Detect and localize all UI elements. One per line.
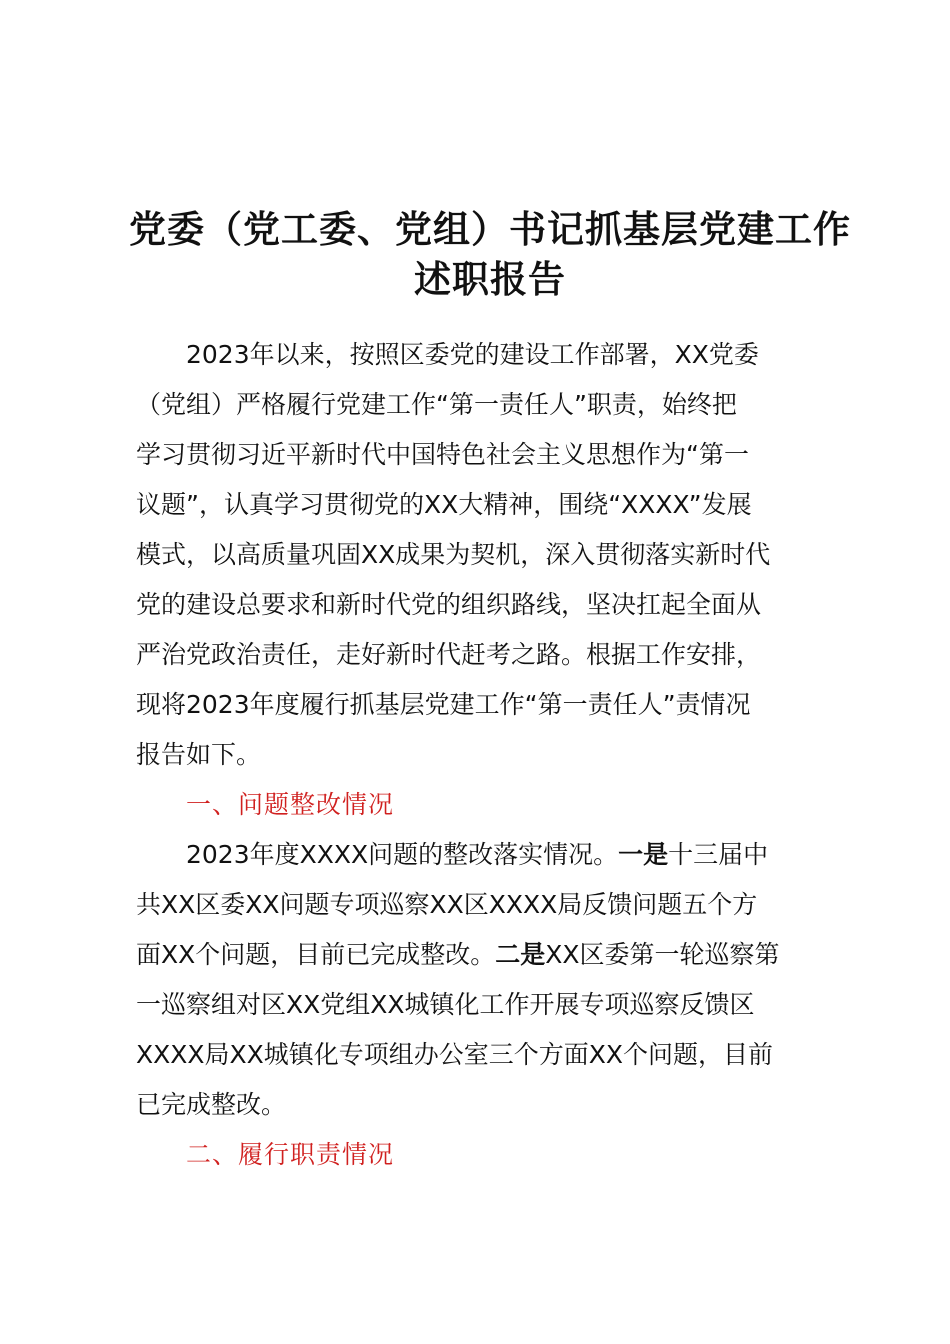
section-1-bold-lead: 一是 — [618, 840, 669, 869]
document-title-line-1: 党委（党工委、党组）书记抓基层党建工作 — [129, 208, 851, 251]
section-1-line: 共XX区委XX问题专项巡察XX区XXXX局反馈问题五个方 — [136, 890, 758, 919]
section-1-line: 一巡察组对区XX党组XX城镇化工作开展专项巡察反馈区 — [136, 990, 755, 1019]
section-2-heading: 二、履行职责情况 — [186, 1140, 395, 1169]
intro-line: 议题”，认真学习贯彻党的XX大精神，围绕“XXXX”发展 — [136, 490, 752, 519]
document-title-line-2: 述职报告 — [414, 258, 566, 301]
intro-line: 学习贯彻习近平新时代中国特色社会主义思想作为“第一 — [136, 440, 749, 469]
section-1-line: 已完成整改。 — [136, 1090, 287, 1119]
section-1-bold-lead: 二是 — [495, 940, 546, 969]
section-1-text: XX区委第一轮巡察第 — [545, 940, 780, 969]
intro-line: 模式，以高质量巩固XX成果为契机，深入贯彻落实新时代 — [136, 540, 771, 569]
section-1-text: 2023年度XXXX问题的整改落实情况。 — [136, 840, 619, 869]
intro-line: 党的建设总要求和新时代党的组织路线，坚决扛起全面从 — [136, 590, 762, 619]
section-1-text: 十三届中 — [668, 840, 769, 869]
section-1-line — [136, 930, 850, 980]
intro-line: 2023年以来，按照区委党的建设工作部署，XX党委 — [136, 340, 759, 369]
intro-line: （党组）严格履行党建工作“第一责任人”职责，始终把 — [136, 390, 737, 419]
section-1-text: 面XX个问题，目前已完成整改。 — [136, 940, 496, 969]
section-1-line: XXXX局XX城镇化专项组办公室三个方面XX个问题，目前 — [136, 1040, 774, 1069]
intro-line: 报告如下。 — [136, 740, 262, 769]
section-1-line — [136, 830, 850, 880]
intro-line: 严治党政治责任，走好新时代赶考之路。根据工作安排， — [136, 640, 762, 669]
intro-line: 现将2023年度履行抓基层党建工作“第一责任人”责情况 — [136, 690, 751, 719]
section-1-heading: 一、问题整改情况 — [186, 790, 395, 819]
